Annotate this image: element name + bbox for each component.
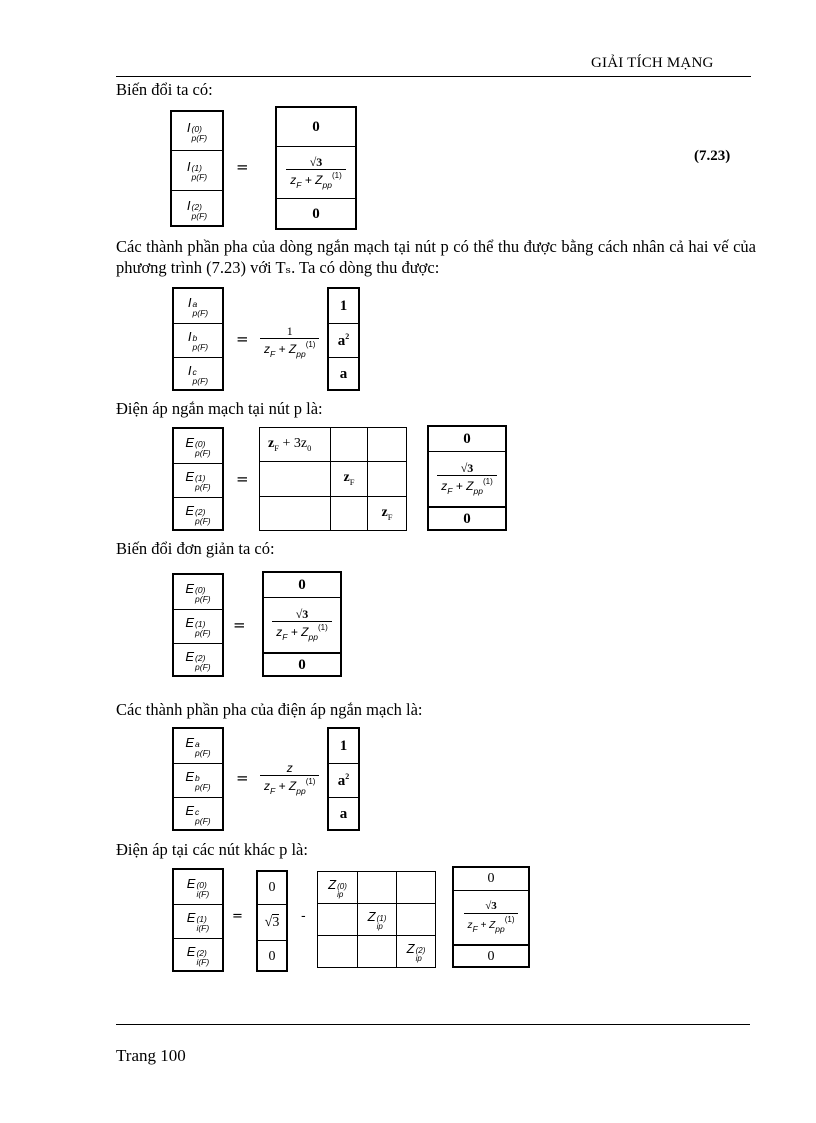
- vec-entry: I (1) p(F): [172, 150, 222, 190]
- scalar-fraction: $\frac{1}{z_F + Z_{pp}^{(1)}}$: [260, 322, 319, 359]
- equation-number: (7.23): [694, 148, 731, 164]
- paragraph-phase-voltages: Các thành phần pha của điện áp ngắn mạch là:: [116, 700, 423, 719]
- voltage-seq-vector: E (0) p(F) E (1) p(F) E (2) p(F): [172, 573, 224, 677]
- equals-sign: =: [236, 158, 249, 176]
- operator-vector: 1 $a^2$ a: [327, 727, 360, 831]
- equals-sign: =: [232, 909, 243, 924]
- page-header-title: GIẢI TÍCH MẠNG: [591, 55, 714, 71]
- vec-entry: I (0) p(F): [186, 119, 208, 143]
- fault-current-vector: 0 $\frac{√3}{z_F + Z_{pp}^{(1)}}$ 0: [452, 866, 530, 968]
- node-voltage-vector: E (0) i(F) E (1) i(F) E (2) i(F): [172, 868, 224, 972]
- header-rule: [116, 76, 751, 77]
- paragraph-simplify: Biến đổi đơn giản ta có:: [116, 539, 275, 558]
- fraction-cell: $\frac{√3}{z_F + Z_{pp}^{(1)}}$: [277, 146, 355, 198]
- paragraph-fault-voltage: Điện áp ngắn mạch tại nút p là:: [116, 399, 323, 418]
- vec-entry: I (2) p(F): [172, 190, 222, 227]
- vec-zero: 0: [312, 118, 320, 135]
- footer-rule: [116, 1024, 750, 1025]
- operator-vector: 1 $a^2$ a: [327, 287, 360, 391]
- scalar-fraction: $\frac{z}{z_F + Z_{pp}^{(1)}}$: [260, 759, 319, 796]
- fault-impedance-matrix: $z_F + 3z_0$ $z_F$ $z_F$: [259, 427, 407, 531]
- phase-current-vector: I a p(F) I b p(F) I c p(F): [172, 287, 224, 391]
- equals-sign: =: [236, 769, 249, 787]
- equals-sign: =: [233, 616, 246, 634]
- page-number: Trang 100: [116, 1046, 186, 1065]
- current-result-vector: 0 $\frac{√3}{z_F + Z_{pp}^{(1)}}$ 0: [427, 425, 507, 531]
- equals-sign: =: [236, 330, 249, 348]
- vec-zero: 0: [312, 206, 320, 222]
- paragraph-other-nodes: Điện áp tại các nút khác p là:: [116, 840, 308, 859]
- current-seq-vector: [170, 110, 224, 227]
- voltage-seq-vector: E (0) p(F) E (1) p(F) E (2) p(F): [172, 427, 224, 531]
- paragraph-phase-currents: Các thành phần pha của dòng ngắn mạch tại nút p có thể thu được bằng cách nhân cả hai vế của phương trình (7.23) với Tₛ. Ta có dòng thu được:: [116, 237, 756, 277]
- transfer-impedance-matrix: Z (0) ip Z (1) ip Z (2) ip: [317, 871, 436, 968]
- equals-sign: =: [236, 470, 249, 488]
- minus-sign: -: [301, 909, 306, 924]
- paragraph-transform: Biến đổi ta có:: [116, 80, 213, 99]
- phase-voltage-vector: E a p(F) E b p(F) E c p(F): [172, 727, 224, 831]
- voltage-result-vector: 0 $\frac{√3}{z_F + Z_{pp}^{(1)}}$ 0: [262, 571, 342, 677]
- prefault-vector: 0 √3 0: [256, 870, 288, 972]
- result-vector: [275, 106, 357, 230]
